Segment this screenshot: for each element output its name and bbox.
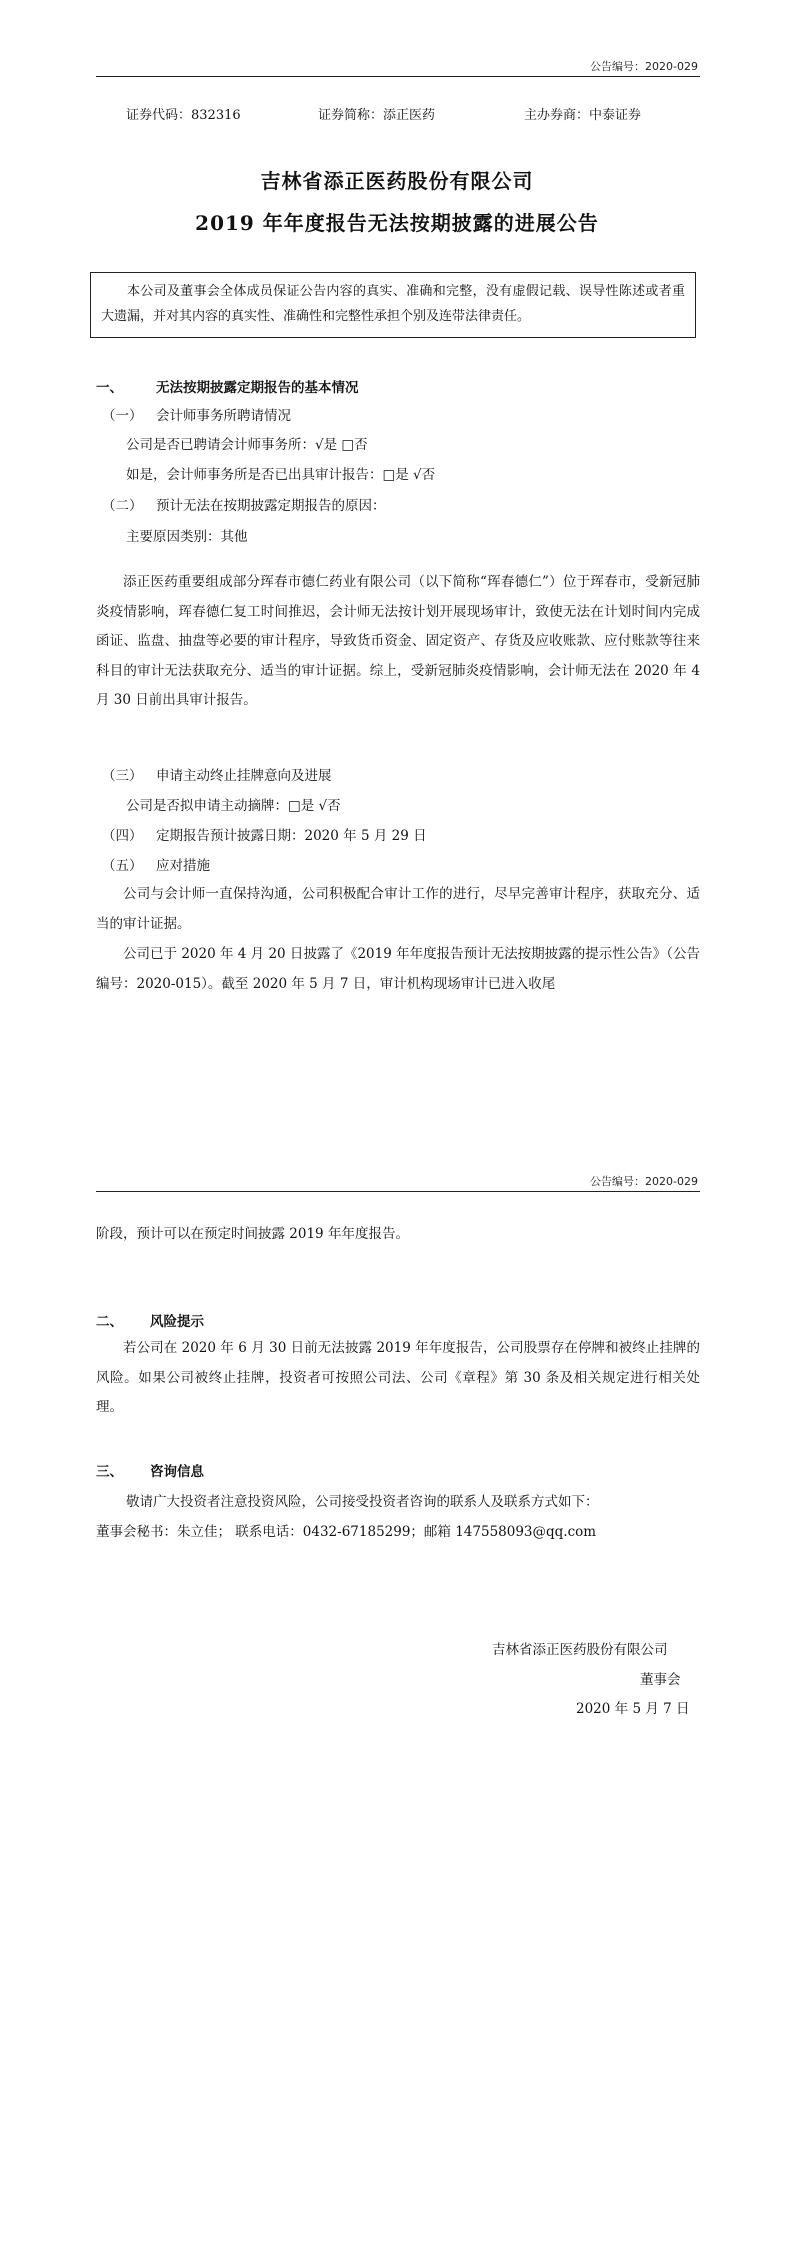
measures-paragraph-1: 公司与会计师一直保持沟通，公司积极配合审计工作的进行，尽早完善审计程序，获取充分、适当的审计证据。 xyxy=(96,886,700,932)
sub3-number: （三） xyxy=(102,768,143,784)
measures-paragraph-2-continued: 阶段，预计可以在预定时间披露 2019 年年度报告。 xyxy=(96,1226,409,1242)
section1-number: 一、 xyxy=(96,380,123,396)
sub2-title: 预计无法在按期披露定期报告的原因： xyxy=(156,498,386,514)
page-subtitle: 2019 年年度报告无法按期披露的进展公告 xyxy=(195,211,599,235)
header-rule-page2 xyxy=(96,1191,700,1192)
contact-intro: 敬请广大投资者注意投资风险，公司接受投资者咨询的联系人及联系方式如下： xyxy=(126,1494,599,1510)
measures-paragraph-2: 公司已于 2020 年 4 月 20 日披露了《2019 年年度报告预计无法按期披露的提示性公告》（公告编号：2020-015）。截至 2020 年 5 月 7 日，审计机构现场审计已进入收尾 xyxy=(96,946,700,992)
reason-category: 主要原因类别：其他 xyxy=(126,529,248,545)
notice-number-page2: 公告编号：2020-029 xyxy=(590,1175,698,1188)
sub5-title: 应对措施 xyxy=(156,858,210,874)
statement-box: 本公司及董事会全体成员保证公告内容的真实、准确和完整，没有虚假记载、误导性陈述或者重大遗漏，并对其内容的真实性、准确性和完整性承担个别及连带法律责任。 xyxy=(90,272,696,338)
signature-date: 2020 年 5 月 7 日 xyxy=(576,1701,690,1717)
section3-title: 咨询信息 xyxy=(150,1464,204,1480)
reason-paragraph: 添正医药重要组成部分珲春市德仁药业有限公司（以下简称“珲春德仁”）位于珲春市，受新冠肺炎疫情影响，珲春德仁复工时间推迟，会计师无法按计划开展现场审计，致使无法在计划时间内完成函证、监盘、抽盘等必要的审计程序，导致货币资金、固定资产、存货及应收账款、应付账款等往来科目的审计无法获取充分、适当的审计证据。综上，受新冠肺炎疫情影响，会计师无法在 2020 年 4 月 30 日前出具审计报告。 xyxy=(96,574,700,708)
sub2-number: （二） xyxy=(102,498,143,514)
section1-title: 无法按期披露定期报告的基本情况 xyxy=(156,380,359,396)
sub1-number: （一） xyxy=(102,408,143,424)
sub4-number: （四） xyxy=(102,828,143,844)
broker: 主办券商：中泰证券 xyxy=(524,108,642,123)
auditor-engaged: 公司是否已聘请会计师事务所：√是 □否 xyxy=(126,437,368,453)
risk-paragraph: 若公司在 2020 年 6 月 30 日前无法披露 2019 年年度报告，公司股票存在停牌和被终止挂牌的风险。如果公司被终止挂牌，投资者可按照公司法、公司《章程》第 30 条及相关规定进行相关处理。 xyxy=(96,1340,700,1415)
signature-company: 吉林省添正医药股份有限公司 xyxy=(492,1642,668,1658)
sub1-title: 会计师事务所聘请情况 xyxy=(156,408,291,424)
stock-code: 证券代码：832316 xyxy=(126,108,241,123)
sub5-number: （五） xyxy=(102,858,143,874)
sub3-title: 申请主动终止挂牌意向及进展 xyxy=(156,768,332,784)
signature-board: 董事会 xyxy=(640,1672,681,1688)
delisting-intent: 公司是否拟申请主动摘牌：□是 √否 xyxy=(126,798,341,814)
header-rule xyxy=(96,76,700,77)
section3-number: 三、 xyxy=(96,1464,123,1480)
page-title: 吉林省添正医药股份有限公司 xyxy=(260,169,534,193)
notice-number: 公告编号：2020-029 xyxy=(590,60,698,73)
section2-number: 二、 xyxy=(96,1314,123,1330)
contact-details: 董事会秘书：朱立佳； 联系电话：0432-67185299；邮箱 147558093@qq.com xyxy=(96,1524,597,1540)
audit-report-issued: 如是，会计师事务所是否已出具审计报告：□是 √否 xyxy=(126,467,436,483)
stock-abbr: 证券简称：添正医药 xyxy=(318,108,436,123)
sub4-title: 定期报告预计披露日期：2020 年 5 月 29 日 xyxy=(156,828,427,844)
section2-title: 风险提示 xyxy=(150,1314,204,1330)
